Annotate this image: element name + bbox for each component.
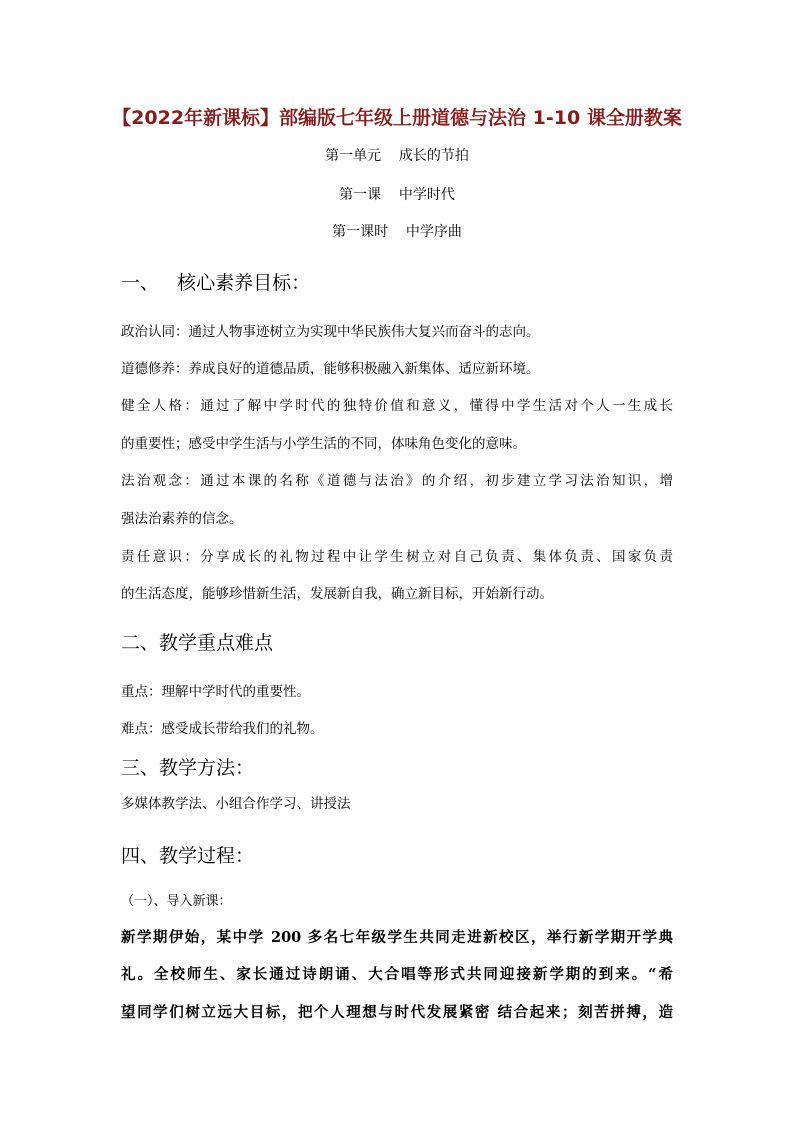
goal-line: 政治认同：通过人物事迹树立为实现中华民族伟大复兴而奋斗的志向。 xyxy=(121,324,540,340)
goal-line: 的重要性；感受中学生活与小学生活的不同，体味角色变化的意味。 xyxy=(121,436,526,452)
key-point-line: 重点：理解中学时代的重要性。 xyxy=(121,684,310,700)
goal-line: 强法治素养的信念。 xyxy=(121,511,243,527)
intro-paragraph-line: 望同学们树立远大目标，把个人理想与时代发展紧密 结合起来；刻苦拼搏，造 xyxy=(121,1004,673,1021)
lesson-heading: 第一课 中学时代 xyxy=(339,187,455,203)
subsection-heading-intro: （一）、导入新课： xyxy=(121,894,232,909)
unit-heading: 第一单元 成长的节拍 xyxy=(325,148,469,164)
document-title: 【2022年新课标】部编版七年级上册道德与法治 1-10 课全册教案 xyxy=(112,107,682,129)
goal-line: 责任意识：分享成长的礼物过程中让学生树立对自己负责、集体负责、国家负责 xyxy=(121,549,673,565)
section-heading-key-points: 二、教学重点难点 xyxy=(121,632,274,654)
methods-line: 多媒体教学法、小组合作学习、讲授法 xyxy=(121,796,351,812)
difficulty-line: 难点：感受成长带给我们的礼物。 xyxy=(121,721,324,737)
section-heading-process: 四、教学过程： xyxy=(121,845,255,867)
goal-line: 道德修养：养成良好的道德品质，能够积极融入新集体、适应新环境。 xyxy=(121,361,540,377)
section-heading-methods: 三、教学方法： xyxy=(121,757,255,779)
intro-paragraph-line: 新学期伊始，某中学 200 多名七年级学生共同走进新校区，举行新学期开学典 xyxy=(121,929,673,946)
goal-line: 法治观念：通过本课的名称《道德与法治》的介绍，初步建立学习法治知识，增 xyxy=(121,473,673,489)
section-heading-goals: 一、 核心素养目标： xyxy=(121,272,311,294)
intro-paragraph-line: 礼。全校师生、家长通过诗朗诵、大合唱等形式共同迎接新学期的到来。“希 xyxy=(121,966,673,983)
period-heading: 第一课时 中学序曲 xyxy=(332,224,462,240)
goal-line: 的生活态度，能够珍惜新生活，发展新自我，确立新目标，开始新行动。 xyxy=(121,586,553,602)
goal-line: 健全人格：通过了解中学时代的独特价值和意义，懂得中学生活对个人一生成长 xyxy=(121,398,673,414)
